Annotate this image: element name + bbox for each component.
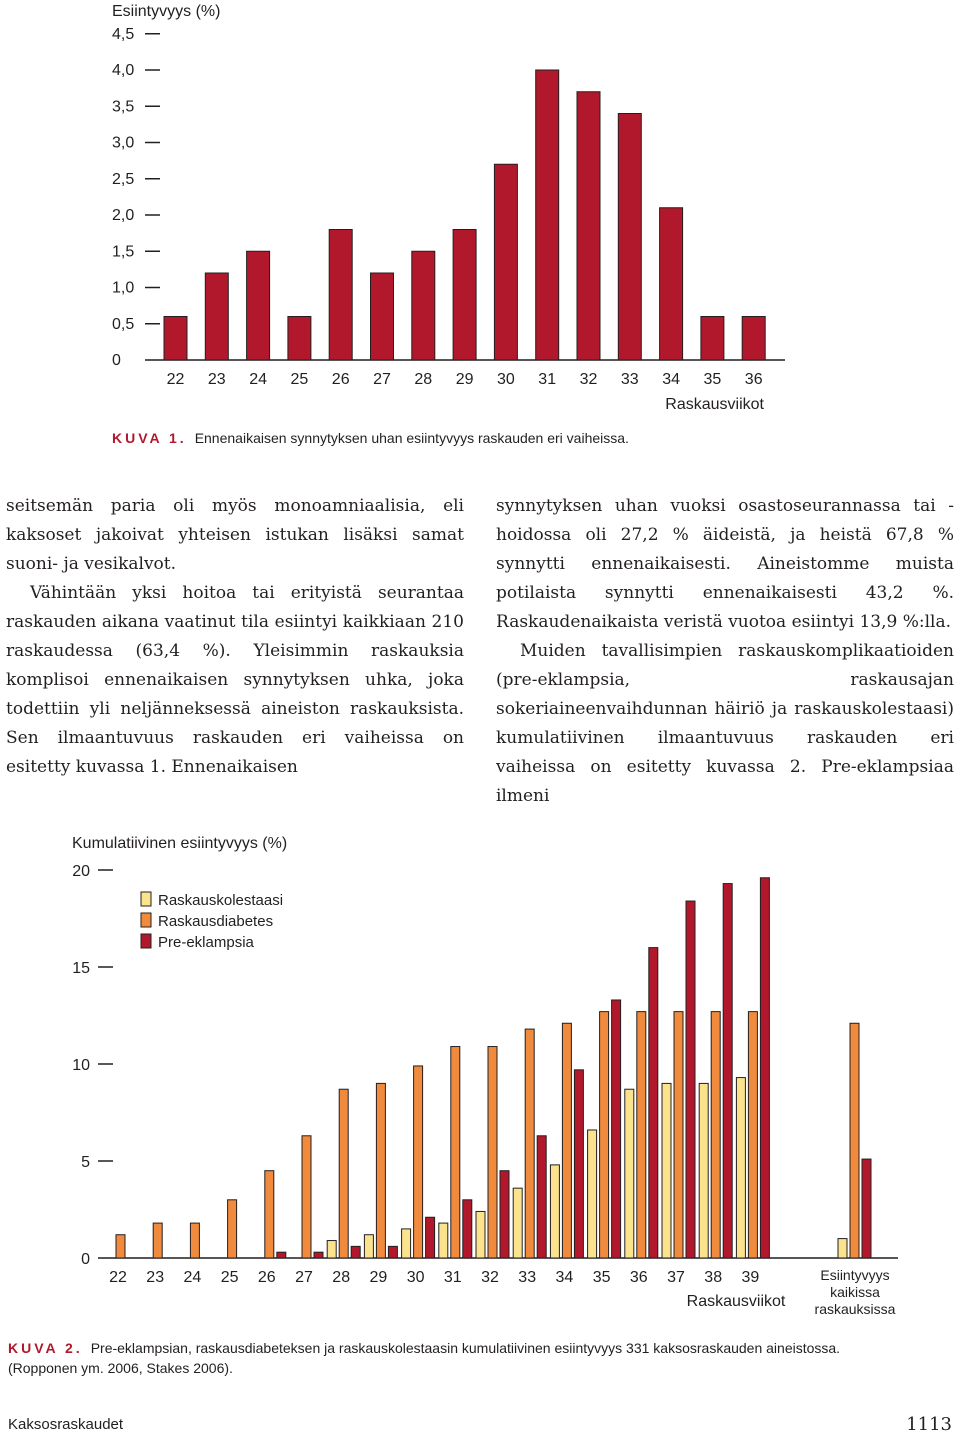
chart-2-y-tick-label: 5 [81,1154,90,1171]
chart-2-bar-pre-eklampsia-week-30 [426,1217,435,1258]
chart-cumulative-complications [0,820,960,1320]
chart-2-bar-raskausdiabetes-week-31 [451,1047,460,1258]
chart-2-x-tick-label: 39 [741,1269,760,1286]
legend-swatch-raskausdiabetes [141,913,151,927]
chart-2-bar-raskauskolestaasi-week-36 [625,1089,634,1258]
chart-2-x-tick-label: 30 [406,1269,425,1286]
chart-2-y-tick-label: 20 [72,863,90,880]
chart-1-x-tick-label: 22 [166,371,185,388]
chart-1-y-axis-title: Esiintyvyys (%) [112,3,221,20]
chart-2-bar-raskausdiabetes-week-36 [637,1012,646,1258]
chart-2-bar-raskausdiabetes-week-29 [376,1083,385,1258]
chart-2-bar-raskauskolestaasi-week-30 [402,1229,411,1258]
legend-label-raskauskolestaasi: Raskauskolestaasi [158,892,284,909]
chart-2-bar-raskauskolestaasi-week-39 [736,1078,745,1258]
chart-2-bar-raskauskolestaasi-week-33 [513,1188,522,1258]
chart-2-y-tick-label: 0 [81,1251,90,1268]
chart-1-x-tick-label: 25 [290,371,309,388]
chart-2-bar-raskausdiabetes-week-22 [116,1235,125,1258]
chart-1-y-tick-label: 1,0 [112,279,135,297]
text-column-right [496,492,954,811]
chart-1-bar-week-23 [205,273,228,360]
chart-1-y-tick-label: 3,5 [112,98,135,116]
legend-swatch-pre-eklampsia [141,934,151,948]
figure-2-caption-line-1: Pre-eklampsian, raskausdiabeteksen ja raskauskolestaasin kumulatiivinen esiintyvyys 331 kaksosraskauden aineistossa. [90,1340,841,1356]
chart-2-bar-raskausdiabetes-overall [850,1023,859,1258]
chart-1-y-tick-label: 3,0 [112,134,135,152]
chart-2-overall-label-line: kaikissa [830,1284,880,1300]
chart-1-y-tick-label: 0,5 [112,315,135,333]
chart-1-x-tick-label: 33 [620,371,639,388]
text-column-left [6,492,464,782]
chart-2-y-tick-label: 10 [72,1057,90,1074]
chart-2-x-tick-label: 25 [220,1269,239,1286]
chart-2-bar-pre-eklampsia-week-31 [463,1200,472,1258]
chart-2-bar-pre-eklampsia-week-33 [537,1136,546,1258]
chart-1-bar-week-33 [618,114,641,361]
chart-2-x-tick-label: 37 [667,1269,685,1286]
figure-1-caption [112,430,629,446]
running-footer-section: Kaksosraskaudet [8,1416,124,1433]
chart-2-bar-raskauskolestaasi-week-35 [588,1130,597,1258]
chart-2-x-tick-label: 35 [592,1269,611,1286]
chart-1-x-tick-label: 27 [373,371,391,388]
right-paragraph-1: synnytyksen uhan vuoksi osastoseurannassa tai -hoidossa oli 27,2 % äideistä, ja heistä 67,8 % synnytti ennenaikaisesti. Aineistomme muista potilaista synnytti ennenaikaisesti 43,2 %. Raskaudenaikaista veristä vuotoa esiintyi 13,9 %:lla. [496,496,954,632]
chart-1-bar-week-32 [577,92,600,360]
chart-1-x-tick-label: 29 [455,371,474,388]
chart-2-overall-label-line: raskauksissa [814,1301,896,1317]
chart-2-bar-pre-eklampsia-week-39 [760,878,769,1258]
chart-2-bar-pre-eklampsia-week-27 [314,1252,323,1258]
chart-1-y-tick-label: 2,5 [112,170,135,188]
chart-2-bar-pre-eklampsia-week-38 [723,884,732,1258]
chart-2-x-tick-label: 32 [481,1269,499,1286]
chart-2-x-tick-label: 34 [555,1269,574,1286]
figure-2-caption [8,1338,958,1378]
chart-1-bar-week-25 [288,317,311,361]
chart-2-x-tick-label: 29 [369,1269,388,1286]
chart-1-bar-week-22 [164,317,187,361]
chart-1-bar-week-27 [371,273,394,360]
chart-1-y-tick-label: 4,0 [112,62,135,79]
chart-2-bar-raskausdiabetes-week-28 [339,1089,348,1258]
chart-2-x-tick-label: 24 [183,1269,202,1286]
chart-2-bar-raskauskolestaasi-week-37 [662,1083,671,1258]
chart-2-bar-raskausdiabetes-week-33 [525,1029,534,1258]
chart-1-x-tick-label: 26 [331,371,350,388]
chart-2-bar-raskauskolestaasi-week-38 [699,1083,708,1258]
chart-2-bar-raskausdiabetes-week-25 [228,1200,237,1258]
chart-2-x-tick-label: 23 [146,1269,165,1286]
chart-2-bar-raskausdiabetes-week-23 [153,1223,162,1258]
chart-2-x-tick-label: 26 [257,1269,276,1286]
chart-2-bar-raskausdiabetes-week-38 [711,1012,720,1258]
chart-1-bar-week-30 [494,164,517,360]
figure-1-caption-text: Ennenaikaisen synnytyksen uhan esiintyvyys raskauden eri vaiheissa. [194,430,629,446]
chart-1-y-tick-label: 1,5 [112,243,135,261]
chart-1-bar-week-26 [329,230,352,361]
chart-2-bar-raskauskolestaasi-week-29 [364,1235,373,1258]
chart-1-x-tick-label: 35 [703,371,722,388]
legend-label-raskausdiabetes: Raskausdiabetes [158,913,274,930]
chart-2-bar-pre-eklampsia-week-29 [388,1246,397,1258]
chart-2-bar-pre-eklampsia-week-36 [649,948,658,1258]
chart-1-bar-week-35 [701,317,724,361]
chart-2-x-tick-label: 22 [109,1269,127,1286]
chart-2-bar-raskausdiabetes-week-34 [562,1023,571,1258]
chart-1-bar-week-34 [660,208,683,360]
chart-2-bar-raskausdiabetes-week-39 [748,1012,757,1258]
chart-1-x-tick-label: 31 [538,371,557,388]
legend-swatch-raskauskolestaasi [141,892,151,906]
chart-1-x-tick-label: 24 [249,371,267,388]
figure-2-number: KUVA 2. [8,1340,83,1356]
chart-2-bar-raskauskolestaasi-overall [838,1239,847,1258]
chart-2-x-tick-label: 28 [332,1269,351,1286]
chart-2-bar-raskausdiabetes-week-26 [265,1171,274,1258]
chart-2-bar-raskauskolestaasi-week-34 [550,1165,559,1258]
chart-2-bar-raskausdiabetes-week-37 [674,1012,683,1258]
chart-2-x-tick-label: 33 [518,1269,537,1286]
chart-2-bar-pre-eklampsia-week-26 [277,1252,286,1258]
figure-2-caption-line-2: (Ropponen ym. 2006, Stakes 2006). [8,1360,233,1376]
right-paragraph-2: Muiden tavallisimpien raskauskomplikaatioiden (pre-eklampsia, raskausajan sokeriaineenvaihdunnan häiriö ja raskauskolestaasi) kumulatiivinen ilmaantuvuus raskauden eri vaiheissa on esitetty kuvassa 2. Pre-eklampsiaa ilmeni [496,641,954,806]
chart-2-x-tick-label: 27 [295,1269,313,1286]
chart-2-bar-pre-eklampsia-week-32 [500,1171,509,1258]
chart-1-y-tick-label: 2,0 [112,207,135,224]
chart-1-bar-week-28 [412,251,435,360]
chart-2-y-tick-label: 15 [72,960,90,977]
chart-preterm-threat [0,0,960,420]
chart-1-bar-week-29 [453,230,476,361]
chart-1-bar-week-24 [247,251,270,360]
chart-2-bar-pre-eklampsia-week-35 [612,1000,621,1258]
figure-1-number: KUVA 1. [112,430,187,446]
chart-2-y-axis-title: Kumulatiivinen esiintyvyys (%) [72,835,288,852]
chart-2-bar-raskausdiabetes-week-35 [600,1012,609,1258]
chart-2-bar-pre-eklampsia-week-34 [574,1070,583,1258]
chart-2-bar-raskauskolestaasi-week-28 [327,1241,336,1258]
chart-1-x-tick-label: 28 [414,371,433,388]
chart-2-bar-raskausdiabetes-week-32 [488,1047,497,1258]
left-paragraph-1: seitsemän paria oli myös monoamniaalisia, eli kaksoset jakoivat yhteisen istukan lisäksi samat suoni- ja vesikalvot. [6,496,464,574]
chart-2-bar-pre-eklampsia-week-37 [686,901,695,1258]
page-number: 1113 [906,1414,952,1435]
chart-2-x-tick-label: 31 [443,1269,462,1286]
chart-1-x-tick-label: 23 [207,371,226,388]
chart-1-x-tick-label: 36 [744,371,763,388]
chart-1-bar-week-31 [536,70,559,360]
chart-2-x-axis-title: Raskausviikot [686,1293,786,1310]
chart-2-overall-label-line: Esiintyvyys [820,1267,890,1283]
chart-1-x-axis-title: Raskausviikot [665,396,764,413]
chart-1-x-tick-label: 34 [662,371,680,388]
chart-2-x-tick-label: 38 [704,1269,723,1286]
legend-label-pre-eklampsia: Pre-eklampsia [158,934,254,951]
chart-1-bar-week-36 [742,317,765,361]
chart-2-x-tick-label: 36 [629,1269,648,1286]
chart-1-x-tick-label: 32 [579,371,598,388]
left-paragraph-2: Vähintään yksi hoitoa tai erityistä seurantaa raskauden aikana vaatinut tila esiintyi kaikkiaan 210 raskaudessa (63,4 %). Yleisimmin raskauksia komplisoi ennenaikaisen synnytyksen uhka, joka todettiin yli neljänneksessä aineiston raskauksista. Sen ilmaantuvuus raskauden eri vaiheissa on esitetty kuvassa 1. Ennenaikaisen [6,583,464,777]
chart-2-bar-pre-eklampsia-week-28 [351,1246,360,1258]
chart-2-bar-raskauskolestaasi-week-31 [439,1223,448,1258]
chart-1-y-tick-label: 4,5 [112,25,135,43]
chart-2-bar-raskausdiabetes-week-30 [414,1066,423,1258]
chart-2-bar-pre-eklampsia-overall [862,1159,871,1258]
chart-2-bar-raskausdiabetes-week-27 [302,1136,311,1258]
chart-2-bar-raskauskolestaasi-week-32 [476,1211,485,1258]
chart-1-y-tick-label: 0 [112,352,121,369]
chart-2-bar-raskausdiabetes-week-24 [190,1223,199,1258]
chart-1-x-tick-label: 30 [497,371,515,388]
